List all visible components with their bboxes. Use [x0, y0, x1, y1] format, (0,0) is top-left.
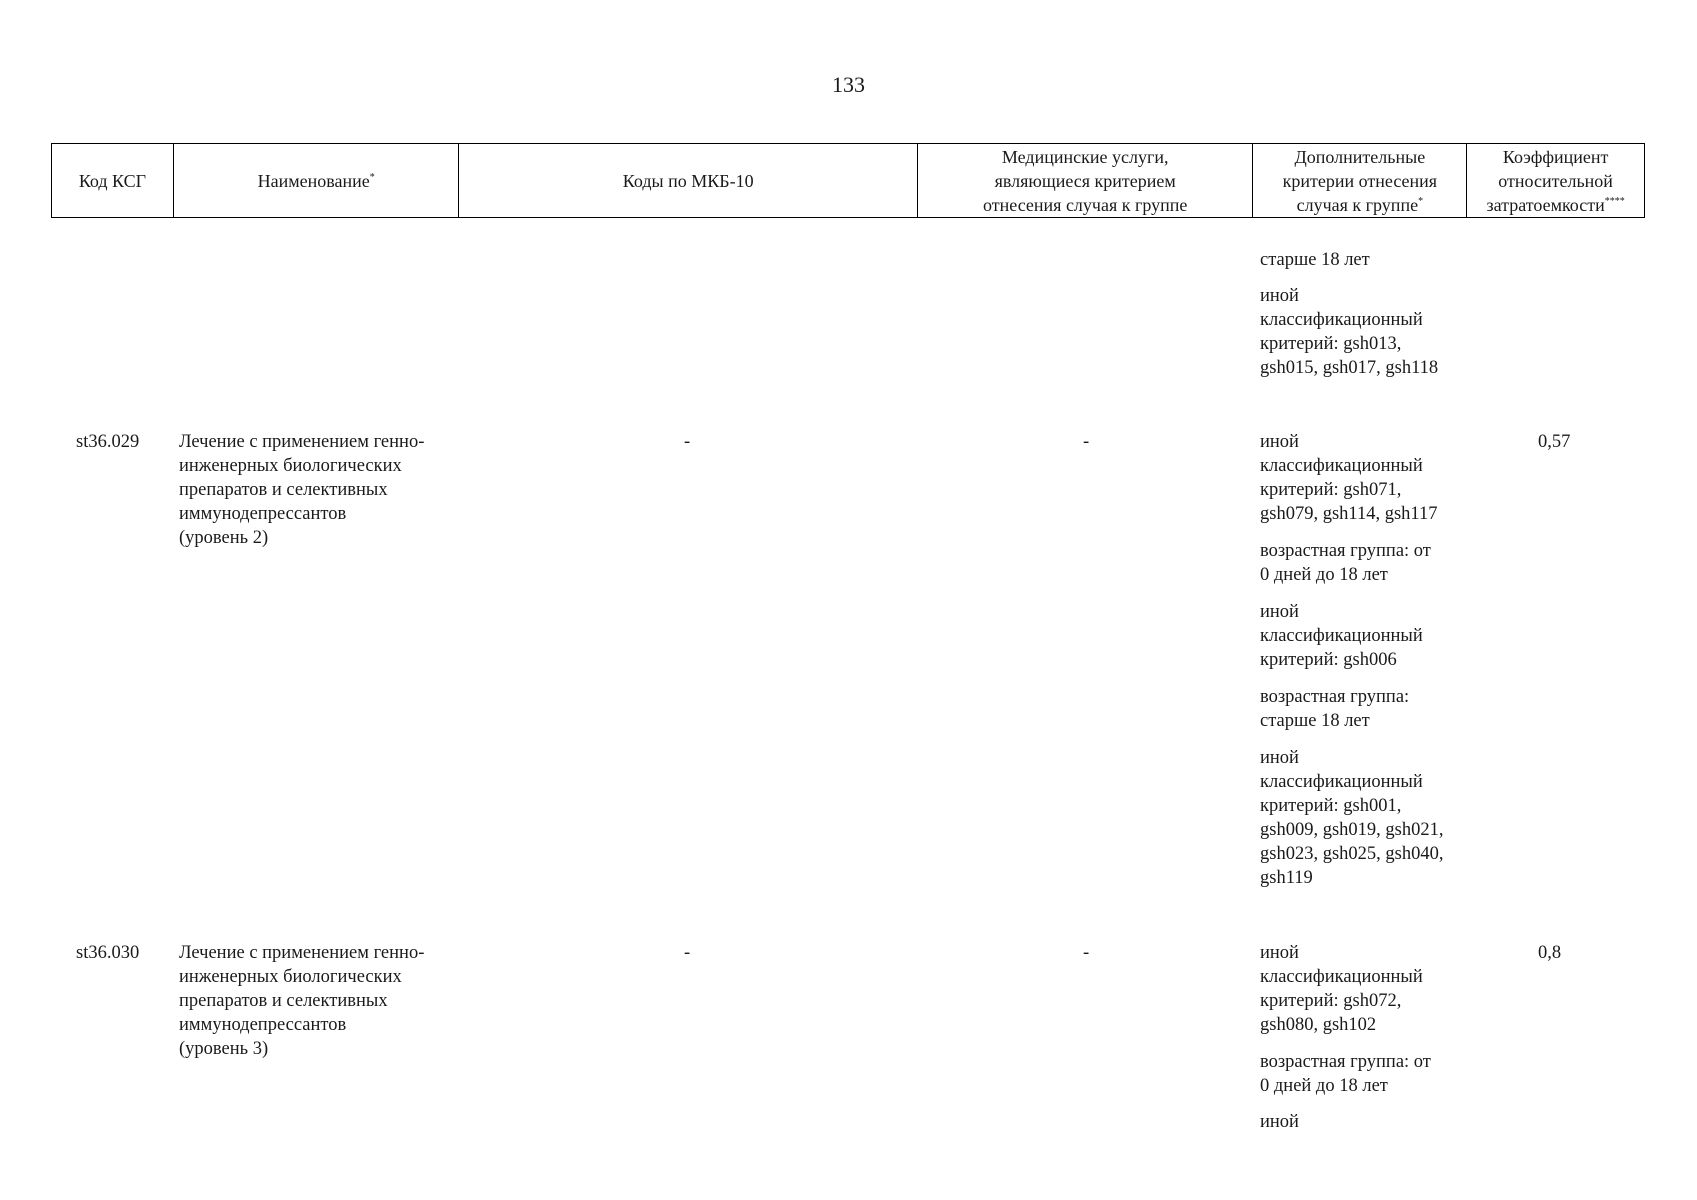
row-mkb: - [684, 432, 691, 452]
row-services: - [1083, 432, 1090, 452]
header-cell-code [52, 144, 174, 217]
header-cell-name [174, 144, 460, 217]
header-coef-label: Коэффициент относительной затратоемкости**** [1486, 146, 1625, 215]
row-services: - [1083, 943, 1090, 963]
criteria-item: возрастная группа: от 0 дней до 18 лет [1260, 541, 1431, 585]
criteria-item: возрастная группа: старше 18 лет [1260, 687, 1410, 731]
criteria-item: иной классификационный критерий: gsh071, gsh079, gsh114, gsh117 [1260, 432, 1438, 524]
criteria-item: иной [1260, 1112, 1299, 1132]
header-services-label: Медицинские услуги, являющиеся критерием отнесения случая к группе [983, 146, 1188, 215]
footnote-mark: * [369, 171, 375, 183]
footnote-mark: * [1418, 195, 1424, 207]
header-extra-label: Дополнительные критерии отнесения случая к группе* [1282, 146, 1438, 215]
table-header [51, 143, 1645, 218]
footnote-mark: **** [1604, 195, 1625, 207]
header-cell-extra-criteria [1253, 144, 1467, 217]
criteria-item: иной классификационный критерий: gsh013, gsh015, gsh017, gsh118 [1260, 286, 1439, 378]
row-coefficient: 0,57 [1538, 432, 1571, 452]
header-cell-coefficient [1467, 144, 1644, 217]
row-code: st36.030 [76, 943, 140, 963]
criteria-item: старше 18 лет [1260, 250, 1370, 270]
header-cell-services [918, 144, 1254, 217]
row-mkb: - [684, 943, 691, 963]
row-code: st36.029 [76, 432, 140, 452]
criteria-item: иной классификационный критерий: gsh072, gsh080, gsh102 [1260, 943, 1423, 1035]
row-name: Лечение с применением генно- инженерных биологических препаратов и селективных иммунодепрессантов (уровень 2) [179, 432, 425, 548]
criteria-item: иной классификационный критерий: gsh006 [1260, 602, 1423, 670]
header-code-label: Код КСГ [78, 170, 147, 191]
criteria-item: иной классификационный критерий: gsh001, gsh009, gsh019, gsh021, gsh023, gsh025, gsh040, gsh119 [1260, 748, 1444, 888]
row-name: Лечение с применением генно- инженерных биологических препаратов и селективных иммунодепрессантов (уровень 3) [179, 943, 425, 1059]
header-cell-mkb [459, 144, 917, 217]
criteria-item: возрастная группа: от 0 дней до 18 лет [1260, 1052, 1431, 1096]
header-mkb-label: Коды по МКБ-10 [622, 170, 754, 191]
row-coefficient: 0,8 [1538, 943, 1562, 963]
page-number: 133 [832, 72, 865, 97]
header-name-label: Наименование* [257, 170, 375, 191]
